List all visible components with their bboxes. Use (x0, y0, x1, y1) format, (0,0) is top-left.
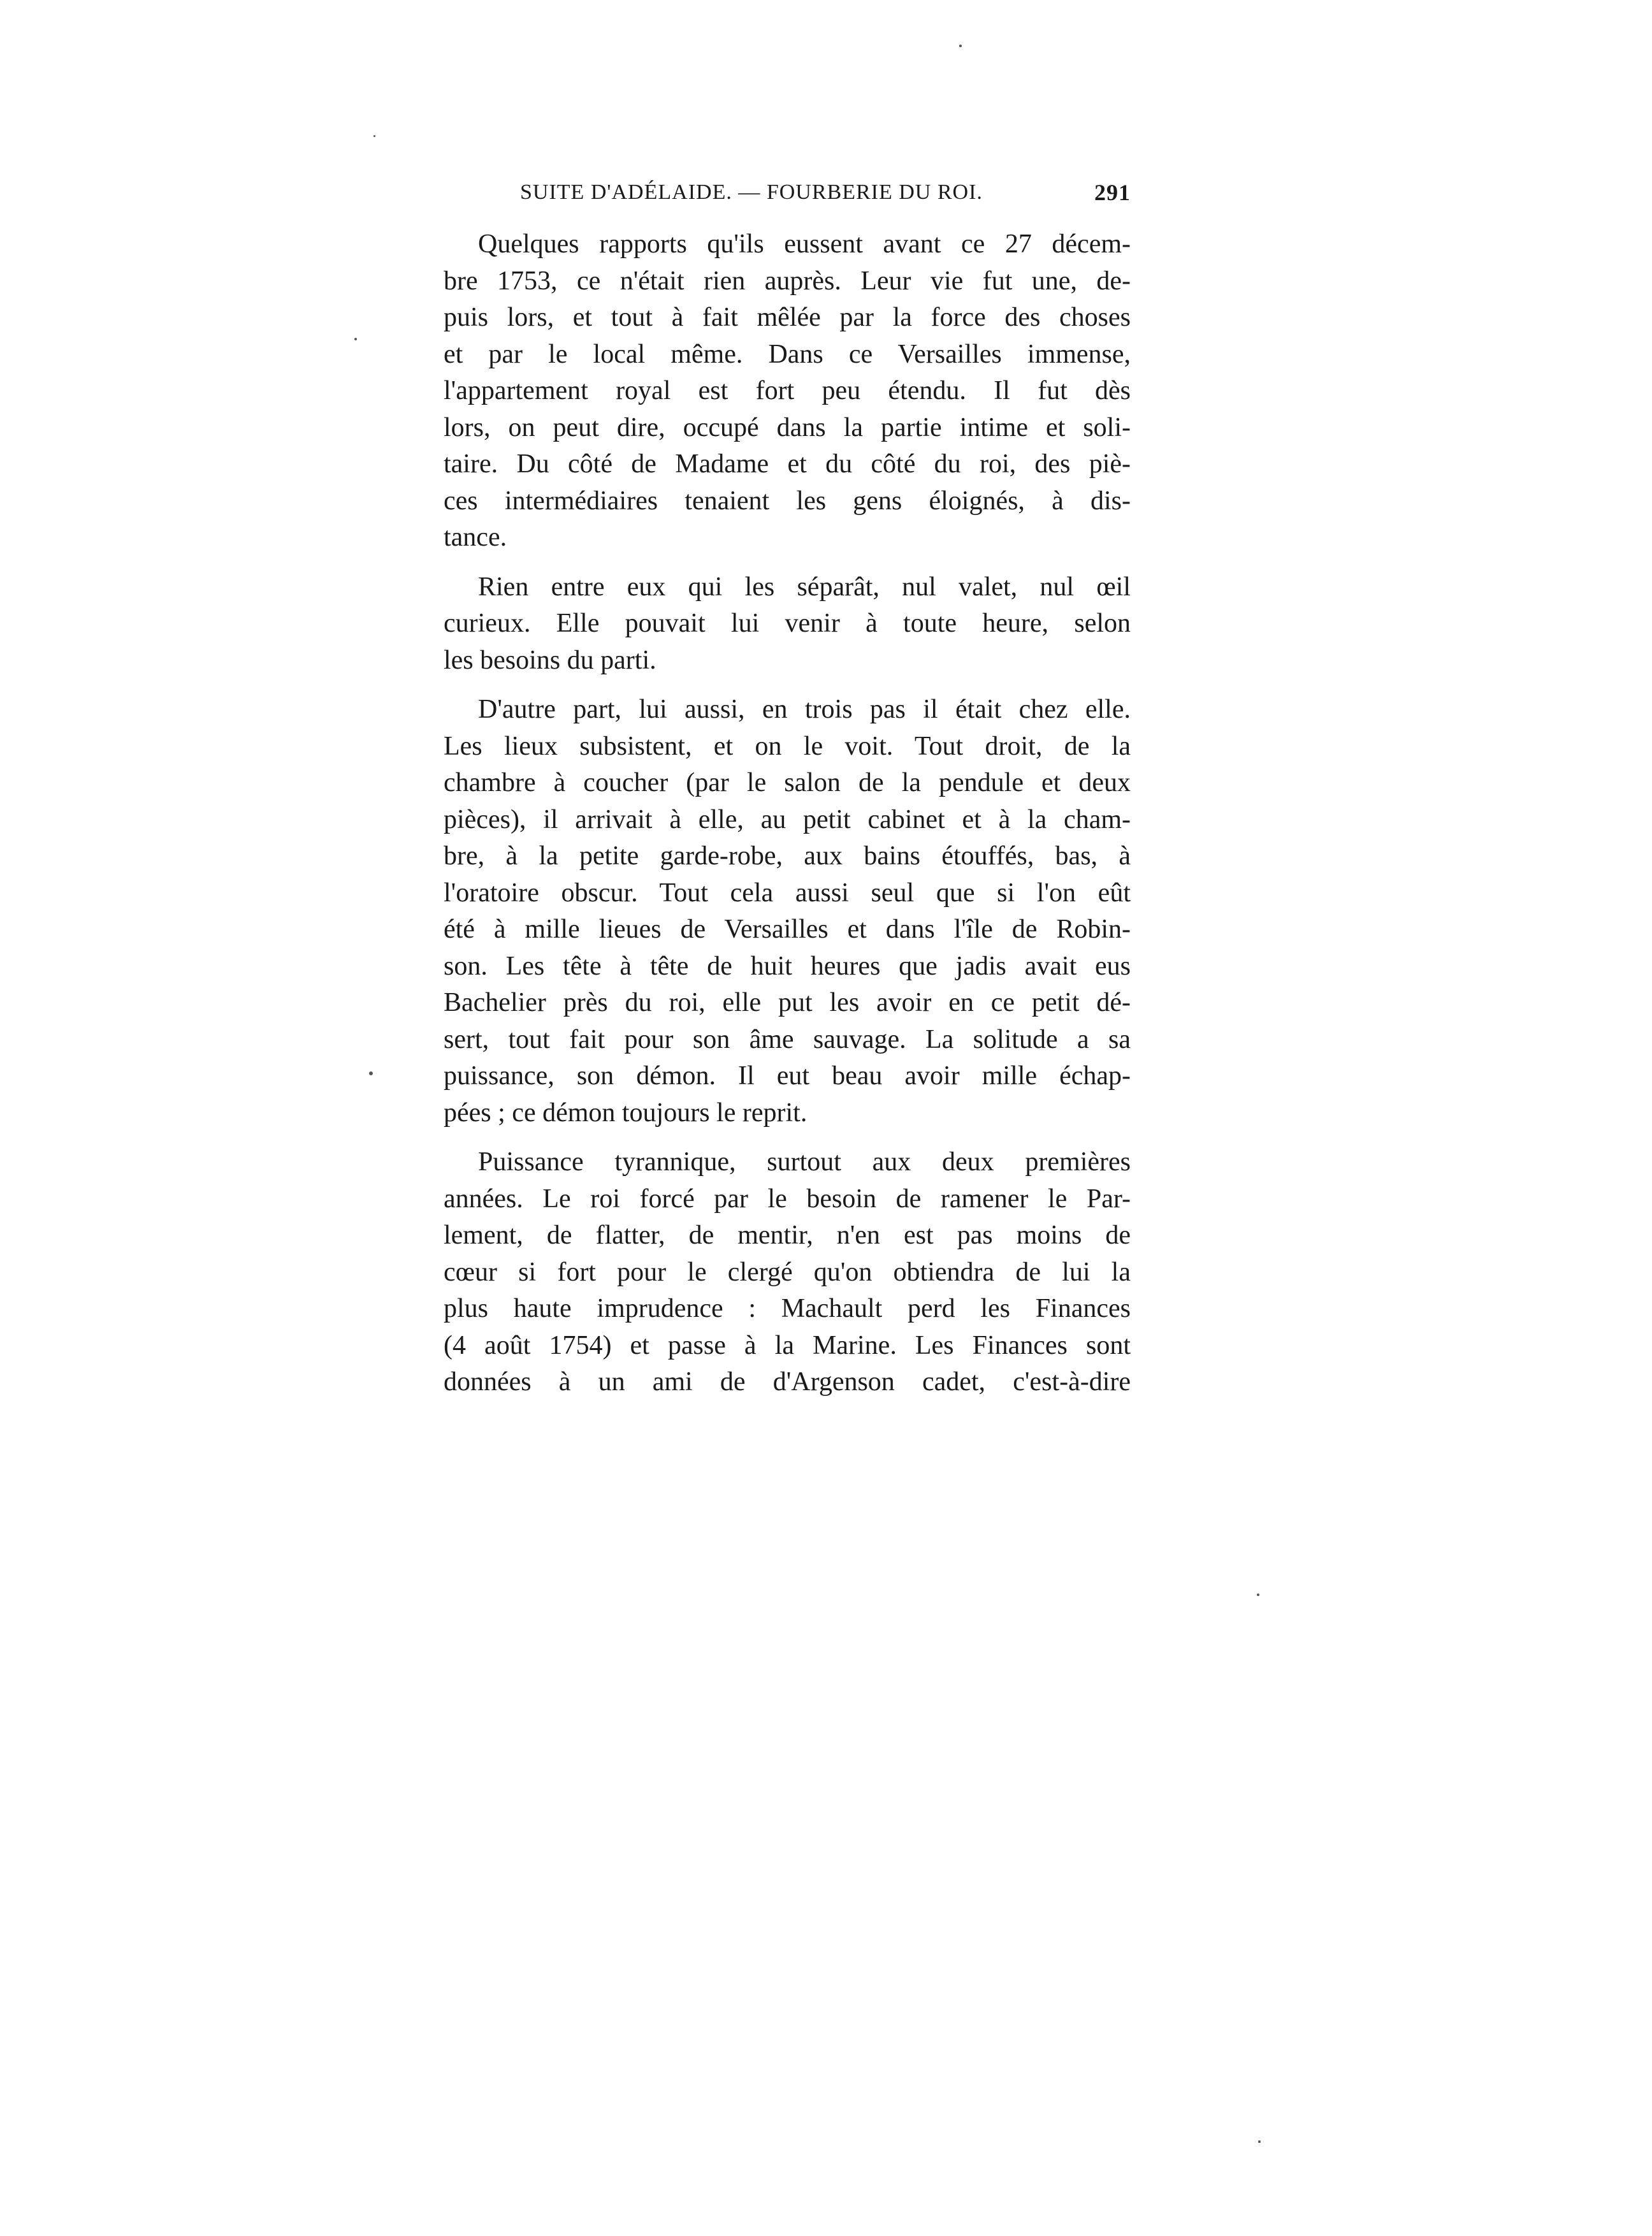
scan-speck (354, 338, 357, 340)
text-line: et par le local même. Dans ce Versailles immense, (444, 339, 1131, 369)
text-line: Puissance tyrannique, surtout aux deux premières (478, 1147, 1131, 1177)
text-line: son. Les tête à tête de huit heures que jadis avait eus (444, 951, 1131, 981)
scan-speck (369, 1071, 373, 1075)
text-line: Rien entre eux qui les séparât, nul valet, nul œil (478, 572, 1131, 602)
text-line: Quelques rapports qu'ils eussent avant ce 27 décem- (478, 229, 1131, 259)
text-line: (4 août 1754) et passe à la Marine. Les Finances sont (444, 1330, 1131, 1360)
scan-speck (959, 45, 962, 47)
text-line: Les lieux subsistent, et on le voit. Tout droit, de la (444, 731, 1131, 761)
text-line: plus haute imprudence : Machault perd les Finances (444, 1294, 1131, 1323)
text-line: sert, tout fait pour son âme sauvage. La solitude a sa (444, 1024, 1131, 1054)
text-line: bre 1753, ce n'était rien auprès. Leur vie fut une, de- (444, 266, 1131, 296)
text-line: pées ; ce démon toujours le reprit. (444, 1098, 808, 1128)
paragraph-1 (444, 226, 1131, 556)
paragraph-2 (444, 569, 1131, 679)
text-line: curieux. Elle pouvait lui venir à toute heure, selon (444, 609, 1131, 638)
running-head (484, 173, 1131, 212)
scan-speck (1257, 1594, 1259, 1596)
page-number: 291 (1094, 180, 1131, 205)
running-title: SUITE D'ADÉLAIDE. — FOURBERIE DU ROI. (520, 180, 983, 204)
body-text (444, 226, 1131, 1414)
text-line: cœur si fort pour le clergé qu'on obtiendra de lui la (444, 1257, 1131, 1287)
text-line: chambre à coucher (par le salon de la pendule et deux (444, 768, 1131, 797)
text-line: tance. (444, 523, 507, 552)
paragraph-4 (444, 1144, 1131, 1401)
text-line: ces intermédiaires tenaient les gens éloignés, à dis- (444, 486, 1131, 516)
text-line: bre, à la petite garde-robe, aux bains étouffés, bas, à (444, 841, 1131, 871)
text-line: les besoins du parti. (444, 645, 656, 675)
text-line: l'appartement royal est fort peu étendu. Il fut dès (444, 376, 1131, 405)
text-line: été à mille lieues de Versailles et dans l'île de Robin- (444, 915, 1131, 944)
scan-speck (1258, 2140, 1261, 2143)
text-line: pièces), il arrivait à elle, au petit cabinet et à la cham- (444, 804, 1131, 834)
text-line: données à un ami de d'Argenson cadet, c'est-à-dire (444, 1367, 1131, 1397)
text-line: lors, on peut dire, occupé dans la partie intime et soli- (444, 412, 1131, 442)
text-line: taire. Du côté de Madame et du côté du roi, des piè- (444, 449, 1131, 479)
text-line: Bachelier près du roi, elle put les avoir en ce petit dé- (444, 988, 1131, 1017)
scan-speck (373, 135, 375, 137)
text-line: années. Le roi forcé par le besoin de ramener le Par- (444, 1184, 1131, 1214)
text-line: D'autre part, lui aussi, en trois pas il était chez elle. (478, 695, 1131, 724)
text-line: puis lors, et tout à fait mêlée par la force des choses (444, 303, 1131, 332)
text-line: lement, de flatter, de mentir, n'en est pas moins de (444, 1221, 1131, 1250)
text-line: l'oratoire obscur. Tout cela aussi seul que si l'on eût (444, 878, 1131, 908)
paragraph-3 (444, 692, 1131, 1131)
text-line: puissance, son démon. Il eut beau avoir mille échap- (444, 1061, 1131, 1091)
